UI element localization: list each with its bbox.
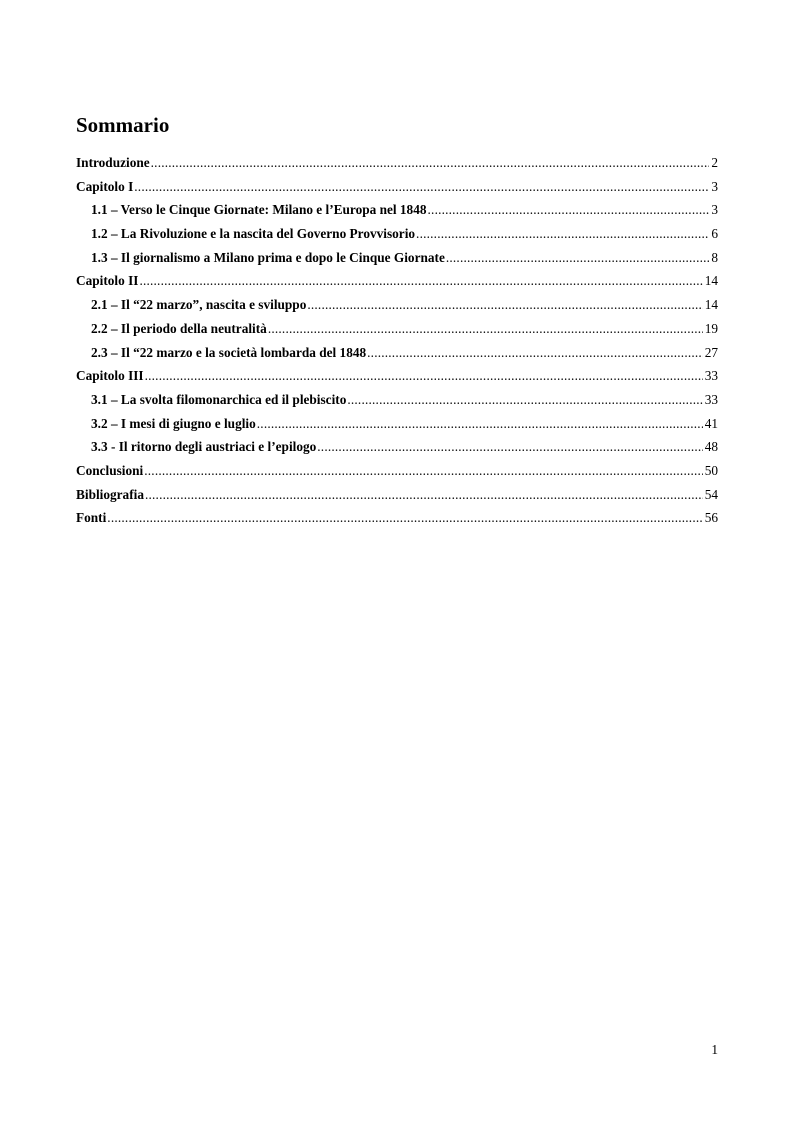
toc-entry-label: Bibliografia (76, 486, 144, 502)
toc-entry-page: 14 (704, 297, 718, 313)
page-number: 1 (711, 1042, 718, 1057)
toc-entry-page: 56 (704, 510, 718, 526)
toc-entry-page: 2 (711, 155, 718, 170)
toc-entry-1-3[interactable] (76, 246, 718, 270)
toc-dot-leader (145, 483, 703, 507)
toc-entry-page: 3 (711, 202, 718, 218)
toc-dot-leader (367, 341, 703, 365)
toc-entry-page: 27 (704, 344, 718, 360)
toc-dot-leader (151, 151, 710, 175)
toc-dot-leader (347, 388, 702, 412)
toc-dot-leader (317, 435, 702, 459)
toc-entry-label: Capitolo III (76, 368, 144, 384)
toc-entry-label: Introduzione (76, 155, 150, 170)
toc-entry-page: 50 (704, 462, 718, 478)
toc-entry-label: Capitolo II (76, 273, 139, 289)
toc-entry-capitolo-2[interactable] (76, 269, 718, 293)
toc-dot-leader (416, 222, 709, 246)
toc-entry-3-2[interactable] (76, 412, 718, 436)
toc-entry-label: 2.2 – Il periodo della neutralità (91, 320, 267, 336)
toc-dot-leader (446, 246, 709, 270)
toc-entry-capitolo-3[interactable] (76, 364, 718, 388)
table-of-contents (76, 151, 718, 530)
toc-entry-label: 2.1 – Il “22 marzo”, nascita e sviluppo (91, 297, 307, 313)
toc-entry-page: 8 (711, 249, 718, 265)
toc-entry-page: 19 (704, 320, 718, 336)
toc-dot-leader (107, 506, 702, 530)
toc-dot-leader (268, 317, 703, 341)
toc-entry-label: 1.3 – Il giornalismo a Milano prima e dopo le Cinque Giornate (91, 249, 445, 265)
toc-entry-3-3[interactable] (76, 435, 718, 459)
toc-entry-conclusioni[interactable] (76, 459, 718, 483)
toc-entry-label: 3.3 - Il ritorno degli austriaci e l’epilogo (91, 439, 317, 455)
toc-dot-leader (307, 293, 702, 317)
toc-entry-1-1[interactable] (76, 198, 718, 222)
toc-entry-page: 33 (704, 368, 718, 384)
toc-entry-2-3[interactable] (76, 341, 718, 365)
toc-entry-label: 3.2 – I mesi di giugno e luglio (91, 415, 256, 431)
toc-dot-leader (144, 459, 702, 483)
toc-entry-fonti[interactable] (76, 506, 718, 530)
toc-entry-bibliografia[interactable] (76, 483, 718, 507)
toc-entry-page: 54 (704, 486, 718, 502)
toc-entry-page: 14 (704, 273, 718, 289)
toc-entry-label: 1.1 – Verso le Cinque Giornate: Milano e l’Europa nel 1848 (91, 202, 427, 218)
page-title: Sommario (76, 113, 170, 137)
toc-entry-label: Capitolo I (76, 178, 134, 194)
toc-entry-page: 33 (704, 391, 718, 407)
toc-entry-label: 1.2 – La Rivoluzione e la nascita del Governo Provvisorio (91, 226, 416, 242)
toc-entry-page: 41 (704, 415, 718, 431)
toc-dot-leader (134, 175, 709, 199)
toc-entry-1-2[interactable] (76, 222, 718, 246)
toc-dot-leader (145, 364, 703, 388)
toc-entry-page: 6 (711, 226, 718, 242)
toc-entry-2-2[interactable] (76, 317, 718, 341)
toc-entry-page: 48 (704, 439, 718, 455)
toc-entry-capitolo-1[interactable] (76, 175, 718, 199)
toc-entry-label: 2.3 – Il “22 marzo e la società lombarda del 1848 (91, 344, 367, 360)
toc-dot-leader (257, 412, 703, 436)
toc-entry-page: 3 (711, 178, 718, 194)
toc-dot-leader (428, 198, 710, 222)
toc-entry-label: Conclusioni (76, 462, 144, 478)
toc-entry-2-1[interactable] (76, 293, 718, 317)
toc-entry-introduzione[interactable] (76, 151, 718, 175)
toc-entry-label: 3.1 – La svolta filomonarchica ed il plebiscito (91, 391, 347, 407)
toc-entry-3-1[interactable] (76, 388, 718, 412)
toc-dot-leader (139, 269, 702, 293)
toc-entry-label: Fonti (76, 510, 107, 526)
